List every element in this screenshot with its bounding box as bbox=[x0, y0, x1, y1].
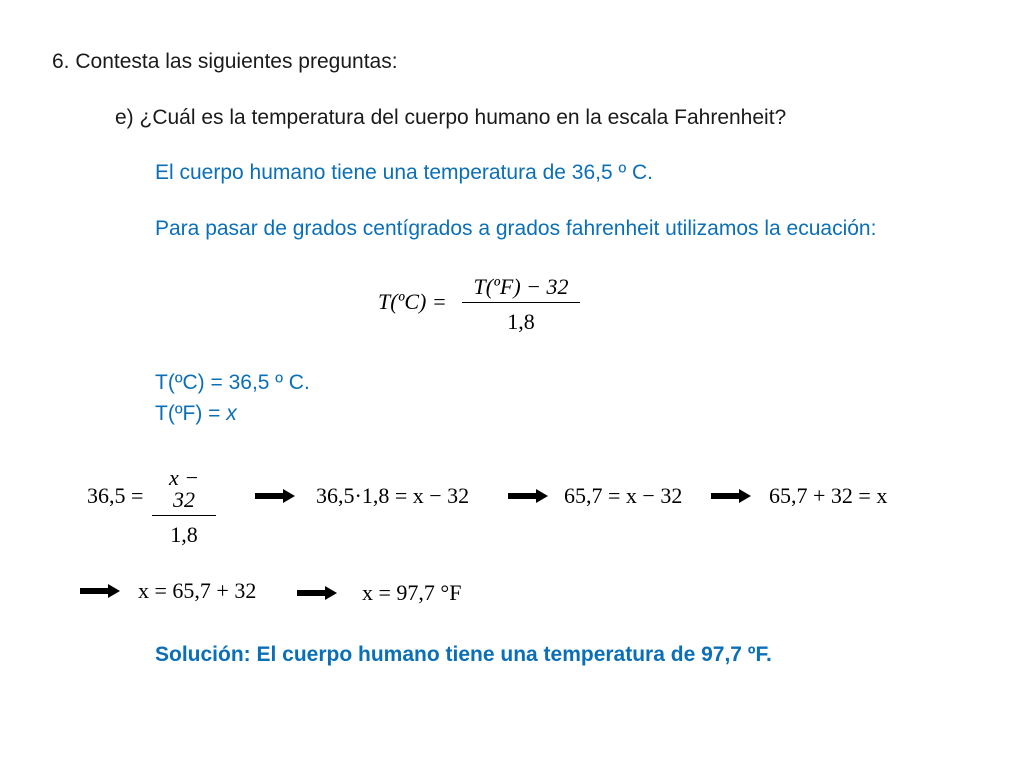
step4: 65,7 + 32 = x bbox=[769, 483, 888, 508]
formula-fraction bbox=[462, 276, 580, 333]
question-heading: 6. Contesta las siguientes preguntas: bbox=[52, 50, 398, 73]
question-e: e) ¿Cuál es la temperatura del cuerpo humano en la escala Fahrenheit? bbox=[115, 106, 787, 129]
statement-equation: Para pasar de grados centígrados a grados fahrenheit utilizamos la ecuación: bbox=[155, 217, 877, 240]
step1-lhs: 36,5 = bbox=[87, 483, 144, 508]
formula-lhs: T(ºC) = bbox=[378, 289, 447, 314]
given-celsius: T(ºC) = 36,5 º C. bbox=[155, 371, 310, 394]
step1-denominator: 1,8 bbox=[170, 522, 198, 547]
step1-numerator: x − 32 bbox=[152, 467, 216, 516]
formula-denominator: 1,8 bbox=[507, 309, 535, 334]
formula-numerator: T(ºF) − 32 bbox=[462, 276, 580, 303]
given-fahrenheit-var: x bbox=[226, 402, 237, 425]
right-arrow-icon bbox=[711, 489, 751, 503]
given-fahrenheit bbox=[155, 403, 237, 424]
right-arrow-icon bbox=[297, 586, 337, 600]
step1-fraction bbox=[152, 467, 216, 546]
solution-text: Solución: El cuerpo humano tiene una temperatura de 97,7 ºF. bbox=[155, 643, 772, 666]
step6: x = 97,7 °F bbox=[362, 580, 462, 605]
step3: 65,7 = x − 32 bbox=[564, 483, 683, 508]
step5: x = 65,7 + 32 bbox=[138, 578, 257, 603]
right-arrow-icon bbox=[80, 584, 120, 598]
right-arrow-icon bbox=[508, 489, 548, 503]
right-arrow-icon bbox=[255, 489, 295, 503]
step2: 36,5·1,8 = x − 32 bbox=[316, 483, 470, 508]
given-fahrenheit-prefix: T(ºF) = bbox=[155, 402, 227, 425]
statement-temperature: El cuerpo humano tiene una temperatura de 36,5 º C. bbox=[155, 161, 653, 184]
